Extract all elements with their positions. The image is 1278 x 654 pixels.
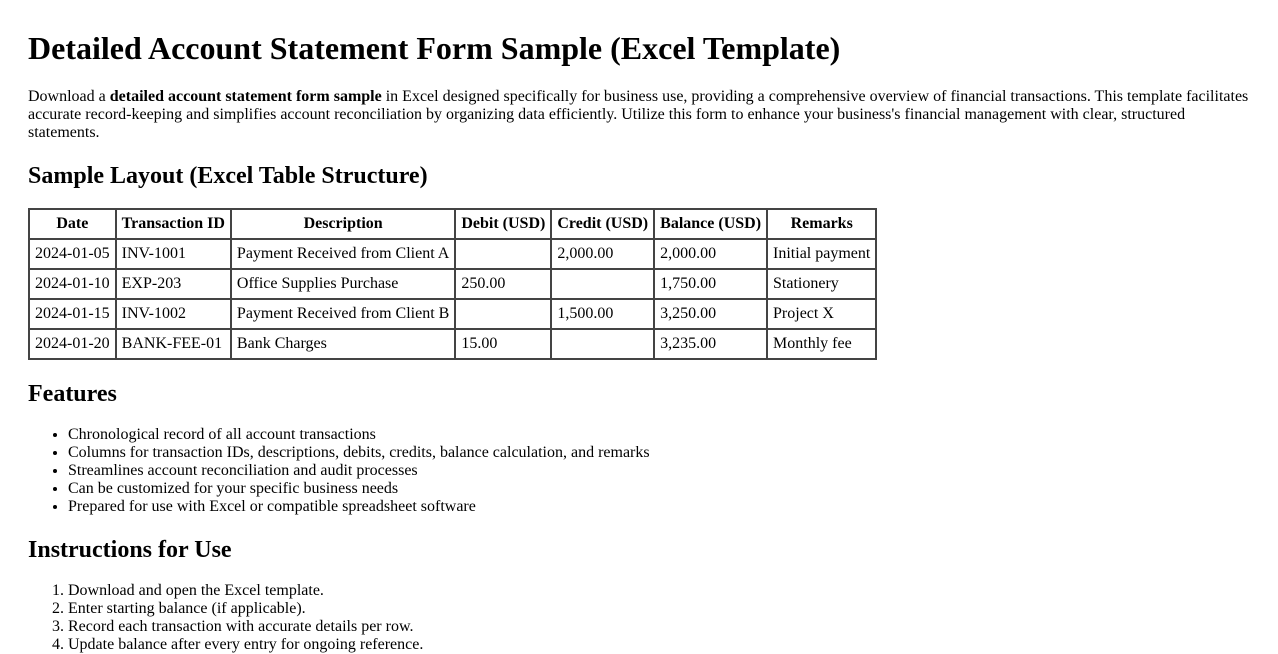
table-cell [455, 299, 551, 329]
table-cell: Payment Received from Client B [231, 299, 455, 329]
list-item: 3. Record each transaction with accurate details per row. [68, 618, 1250, 636]
table-cell: 2,000.00 [551, 239, 654, 269]
list-item: • Streamlines account reconciliation and audit processes [68, 462, 1250, 480]
intro-text-rest: in Excel designed specifically for business use, providing a comprehensive overview of financial transactions. This template facilitates accurate record-keeping and simplifies account reconciliation by organizing data efficiently. Utilize this form to enhance your business's financial management with clear, structured statements. [28, 88, 1249, 141]
intro-text: Download a [28, 88, 110, 105]
column-header: Credit (USD) [551, 209, 654, 239]
table-header-row [29, 209, 876, 239]
column-header: Description [231, 209, 455, 239]
page-title: Detailed Account Statement Form Sample (Excel Template) [28, 30, 841, 66]
table-cell: Stationery [767, 269, 876, 299]
table-cell: EXP-203 [116, 269, 231, 299]
instructions-list [28, 582, 1250, 654]
table-row [29, 299, 876, 329]
table-row [29, 269, 876, 299]
layout-heading: Sample Layout (Excel Table Structure) [28, 163, 428, 189]
table-cell: Office Supplies Purchase [231, 269, 455, 299]
column-header: Transaction ID [116, 209, 231, 239]
column-header: Debit (USD) [455, 209, 551, 239]
table-cell [551, 269, 654, 299]
table-cell: Project X [767, 299, 876, 329]
features-heading: Features [28, 381, 117, 407]
table-cell: 3,250.00 [654, 299, 767, 329]
statement-table [28, 208, 877, 360]
table-row [29, 329, 876, 359]
table-cell: Payment Received from Client A [231, 239, 455, 269]
table-cell: 2024-01-20 [29, 329, 116, 359]
features-list [28, 426, 1250, 516]
table-cell: 250.00 [455, 269, 551, 299]
list-item: 4. Update balance after every entry for ongoing reference. [68, 636, 1250, 654]
list-item: • Prepared for use with Excel or compatible spreadsheet software [68, 498, 1250, 516]
table-cell: 15.00 [455, 329, 551, 359]
table-cell: INV-1001 [116, 239, 231, 269]
list-item: 1. Download and open the Excel template. [68, 582, 1250, 600]
column-header: Balance (USD) [654, 209, 767, 239]
table-cell: 1,500.00 [551, 299, 654, 329]
table-cell [551, 329, 654, 359]
table-cell: INV-1002 [116, 299, 231, 329]
list-item: 2. Enter starting balance (if applicable). [68, 600, 1250, 618]
table-cell: Monthly fee [767, 329, 876, 359]
intro-paragraph [28, 88, 1250, 142]
column-header: Remarks [767, 209, 876, 239]
column-header: Date [29, 209, 116, 239]
table-cell: 2024-01-10 [29, 269, 116, 299]
intro-bold-text: detailed account statement form sample [109, 88, 382, 105]
table-body [29, 239, 876, 359]
table-cell: 1,750.00 [654, 269, 767, 299]
list-item: • Columns for transaction IDs, descriptions, debits, credits, balance calculation, and remarks [68, 444, 1250, 462]
table-cell: 3,235.00 [654, 329, 767, 359]
table-cell: 2024-01-05 [29, 239, 116, 269]
table-cell: Bank Charges [231, 329, 455, 359]
table-cell: 2,000.00 [654, 239, 767, 269]
table-row [29, 239, 876, 269]
table-cell: Initial payment [767, 239, 876, 269]
table-cell: 2024-01-15 [29, 299, 116, 329]
instructions-heading: Instructions for Use [28, 537, 232, 563]
table-cell [455, 239, 551, 269]
table-cell: BANK-FEE-01 [116, 329, 231, 359]
list-item: • Can be customized for your specific business needs [68, 480, 1250, 498]
list-item: • Chronological record of all account transactions [68, 426, 1250, 444]
